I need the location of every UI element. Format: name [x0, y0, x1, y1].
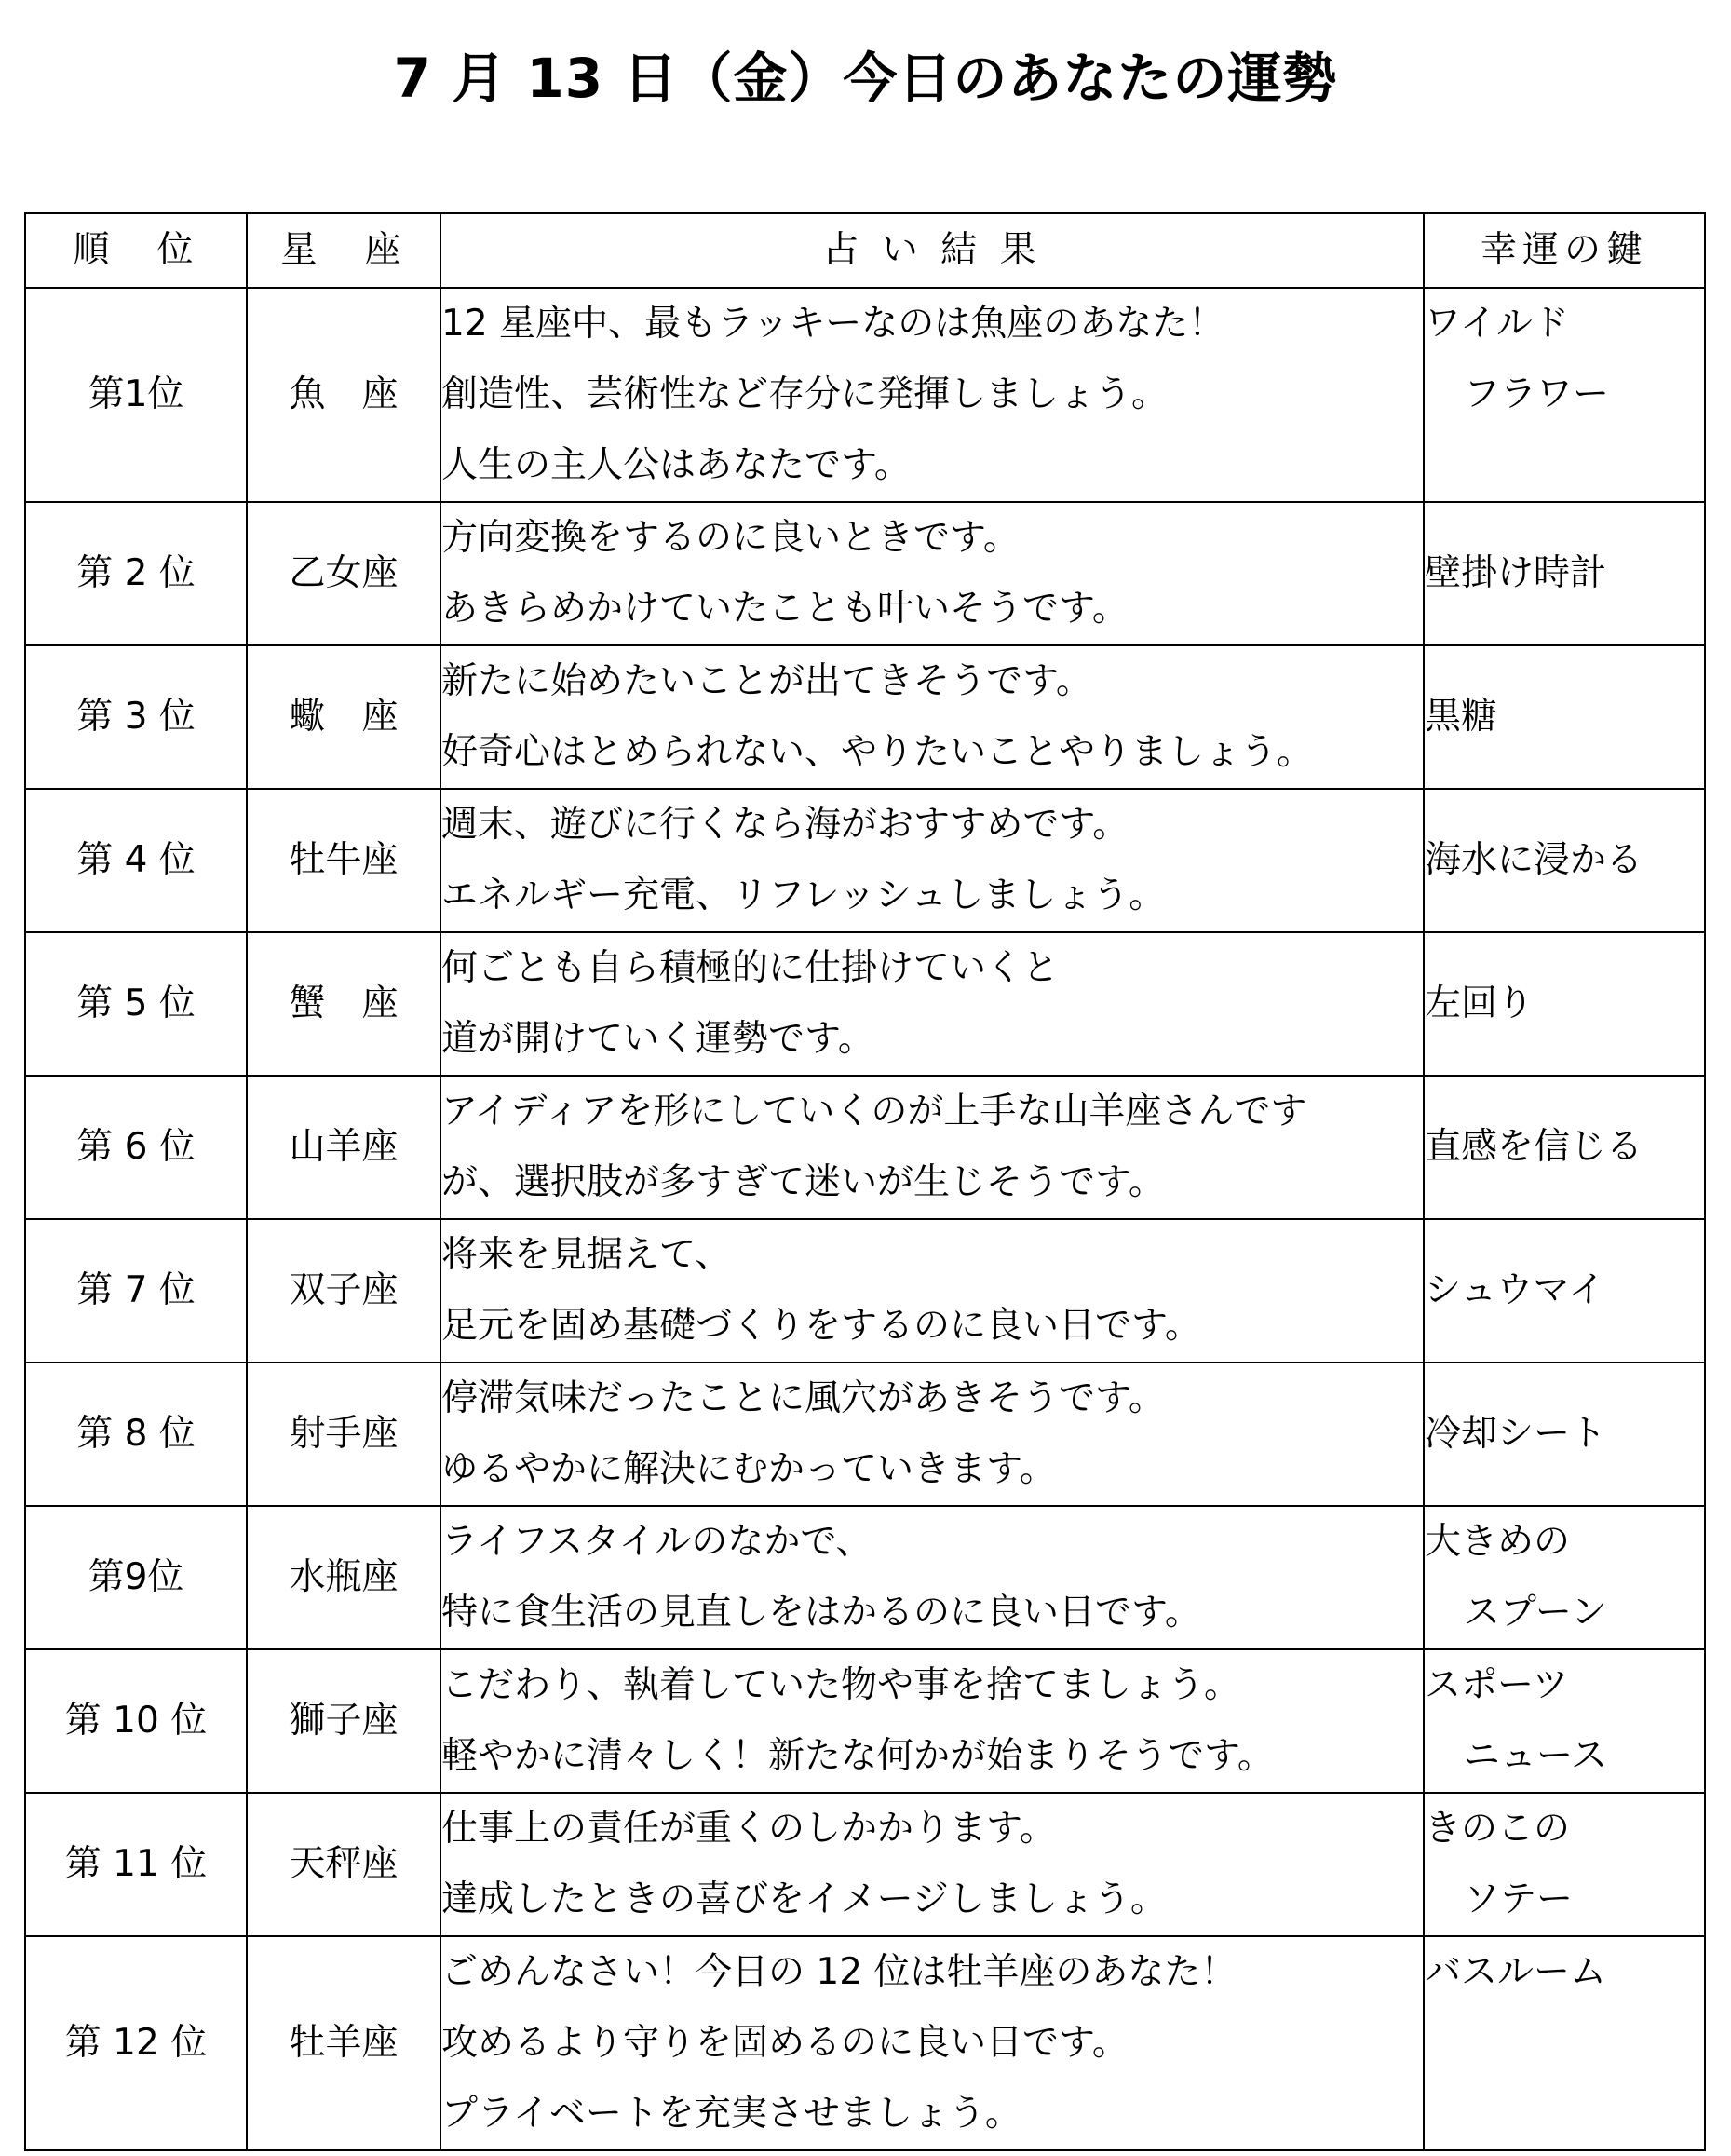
- result-line: 12 星座中、最もラッキーなのは魚座のあなた！: [441, 303, 1225, 345]
- lucky-key-cell: [1424, 1793, 1705, 1936]
- sign-cell: 射手座: [247, 1363, 440, 1506]
- result-cell: [440, 288, 1424, 502]
- result-cell: [440, 502, 1424, 645]
- result-cell: [440, 645, 1424, 789]
- lucky-key-cell: [1424, 1076, 1705, 1219]
- lucky-key-line: スプーン: [1464, 1592, 1608, 1634]
- rank-cell: 第 3 位: [25, 645, 247, 789]
- result-line: 方向変換をするのに良いときです。: [441, 517, 1020, 559]
- sign-cell: 獅子座: [247, 1649, 440, 1793]
- lucky-key-cell: [1424, 645, 1705, 789]
- result-line: 停滞気味だったことに風穴があきそうです。: [441, 1377, 1165, 1419]
- result-line: あきらめかけていたことも叶いそうです。: [441, 588, 1129, 630]
- rank-cell: 第 10 位: [25, 1649, 247, 1793]
- lucky-key-cell: [1424, 502, 1705, 645]
- table-row: [25, 1076, 1705, 1219]
- header-key: 幸運の鍵: [1424, 213, 1705, 288]
- result-line: 創造性、芸術性など存分に発揮しましょう。: [441, 373, 1169, 415]
- result-cell: [440, 1793, 1424, 1936]
- table-row: [25, 1219, 1705, 1363]
- rank-cell: 第 12 位: [25, 1936, 247, 2150]
- lucky-key-line: ワイルド: [1425, 303, 1569, 345]
- result-line: こだわり、執着していた物や事を捨てましょう。: [441, 1664, 1241, 1706]
- rank-cell: 第 7 位: [25, 1219, 247, 1363]
- lucky-key-cell: [1424, 932, 1705, 1076]
- sign-cell: 蟹 座: [247, 932, 440, 1076]
- sign-cell: 山羊座: [247, 1076, 440, 1219]
- table-row: [25, 645, 1705, 789]
- lucky-key-cell: [1424, 1363, 1705, 1506]
- result-line: ごめんなさい！今日の 12 位は牡羊座のあなた！: [441, 1951, 1237, 1993]
- result-cell: [440, 1936, 1424, 2150]
- table-row: [25, 1649, 1705, 1793]
- sign-cell: 天秤座: [247, 1793, 440, 1936]
- lucky-key-cell: [1424, 1649, 1705, 1793]
- sign-cell: 牡牛座: [247, 789, 440, 932]
- table-header-row: [25, 213, 1705, 288]
- result-line: 仕事上の責任が重くのしかかります。: [441, 1808, 1056, 1850]
- rank-cell: 第 4 位: [25, 789, 247, 932]
- lucky-key-line: スポーツ: [1425, 1664, 1569, 1706]
- lucky-key-line: 黒糖: [1425, 696, 1498, 738]
- table-row: [25, 288, 1705, 502]
- lucky-key-line: シュウマイ: [1425, 1269, 1605, 1311]
- fortune-table: [24, 212, 1706, 2151]
- lucky-key-line: フラワー: [1464, 373, 1610, 415]
- result-line: 特に食生活の見直しをはかるのに良い日です。: [441, 1592, 1201, 1634]
- result-line: 足元を固め基礎づくりをするのに良い日です。: [441, 1305, 1201, 1347]
- sign-cell: 水瓶座: [247, 1506, 440, 1649]
- header-result: 占 い 結 果: [440, 213, 1424, 288]
- result-line: プライベートを充実させましょう。: [441, 2093, 1021, 2135]
- result-line: 軽やかに清々しく！新たな何かが始まりそうです。: [441, 1735, 1274, 1777]
- table-row: [25, 1363, 1705, 1506]
- sign-cell: 双子座: [247, 1219, 440, 1363]
- sign-cell: 魚 座: [247, 288, 440, 502]
- result-line: 攻めるより守りを固めるのに良い日です。: [441, 2022, 1129, 2064]
- rank-cell: 第 8 位: [25, 1363, 247, 1506]
- lucky-key-cell: [1424, 1506, 1705, 1649]
- lucky-key-line: ソテー: [1464, 1878, 1574, 1920]
- sign-cell: 乙女座: [247, 502, 440, 645]
- table-row: [25, 1506, 1705, 1649]
- result-line: 道が開けていく運勢です。: [441, 1018, 874, 1060]
- result-cell: [440, 1649, 1424, 1793]
- table-row: [25, 1793, 1705, 1936]
- rank-cell: 第9位: [25, 1506, 247, 1649]
- lucky-key-line: きのこの: [1425, 1808, 1571, 1850]
- lucky-key-cell: [1424, 1936, 1705, 2150]
- lucky-key-line: 壁掛け時計: [1425, 552, 1607, 594]
- lucky-key-line: ニュース: [1464, 1735, 1608, 1777]
- lucky-key-line: 海水に浸かる: [1425, 839, 1643, 881]
- result-line: が、選択肢が多すぎて迷いが生じそうです。: [441, 1161, 1165, 1203]
- result-line: ライフスタイルのなかで、: [441, 1521, 872, 1563]
- page-title: 7 月 13 日（金）今日のあなたの運勢: [393, 47, 1338, 110]
- table-row: [25, 1936, 1705, 2150]
- result-cell: [440, 1219, 1424, 1363]
- result-line: エネルギー充電、リフレッシュしましょう。: [441, 875, 1166, 916]
- result-line: 週末、遊びに行くなら海がおすすめです。: [441, 804, 1129, 846]
- result-line: ゆるやかに解決にむかっていきます。: [441, 1448, 1056, 1490]
- result-line: 好奇心はとめられない、やりたいことやりましょう。: [441, 731, 1314, 773]
- sign-cell: 蠍 座: [247, 645, 440, 789]
- result-line: 達成したときの喜びをイメージしましょう。: [441, 1878, 1167, 1920]
- lucky-key-line: 左回り: [1425, 983, 1535, 1024]
- result-line: 将来を見据えて、: [441, 1234, 732, 1276]
- result-cell: [440, 1076, 1424, 1219]
- rank-cell: 第 6 位: [25, 1076, 247, 1219]
- rank-cell: 第 2 位: [25, 502, 247, 645]
- result-cell: [440, 1506, 1424, 1649]
- lucky-key-line: 直感を信じる: [1425, 1126, 1643, 1168]
- sign-cell: 牡羊座: [247, 1936, 440, 2150]
- result-line: アイディアを形にしていくのが上手な山羊座さんです: [441, 1091, 1307, 1132]
- result-line: 何ごとも自ら積極的に仕掛けていくと: [441, 947, 1060, 989]
- result-cell: [440, 789, 1424, 932]
- result-line: 新たに始めたいことが出てきそうです。: [441, 660, 1092, 702]
- lucky-key-line: 大きめの: [1425, 1521, 1571, 1563]
- lucky-key-line: 冷却シート: [1425, 1413, 1607, 1455]
- rank-cell: 第 11 位: [25, 1793, 247, 1936]
- table-row: [25, 789, 1705, 932]
- result-line: 人生の主人公はあなたです。: [441, 444, 911, 486]
- result-cell: [440, 932, 1424, 1076]
- lucky-key-cell: [1424, 288, 1705, 502]
- table-row: [25, 932, 1705, 1076]
- table-row: [25, 502, 1705, 645]
- lucky-key-cell: [1424, 1219, 1705, 1363]
- rank-cell: 第1位: [25, 288, 247, 502]
- header-rank: 順 位: [25, 213, 247, 288]
- lucky-key-cell: [1424, 789, 1705, 932]
- header-sign: 星 座: [247, 213, 440, 288]
- result-cell: [440, 1363, 1424, 1506]
- lucky-key-line: バスルーム: [1425, 1951, 1607, 1993]
- rank-cell: 第 5 位: [25, 932, 247, 1076]
